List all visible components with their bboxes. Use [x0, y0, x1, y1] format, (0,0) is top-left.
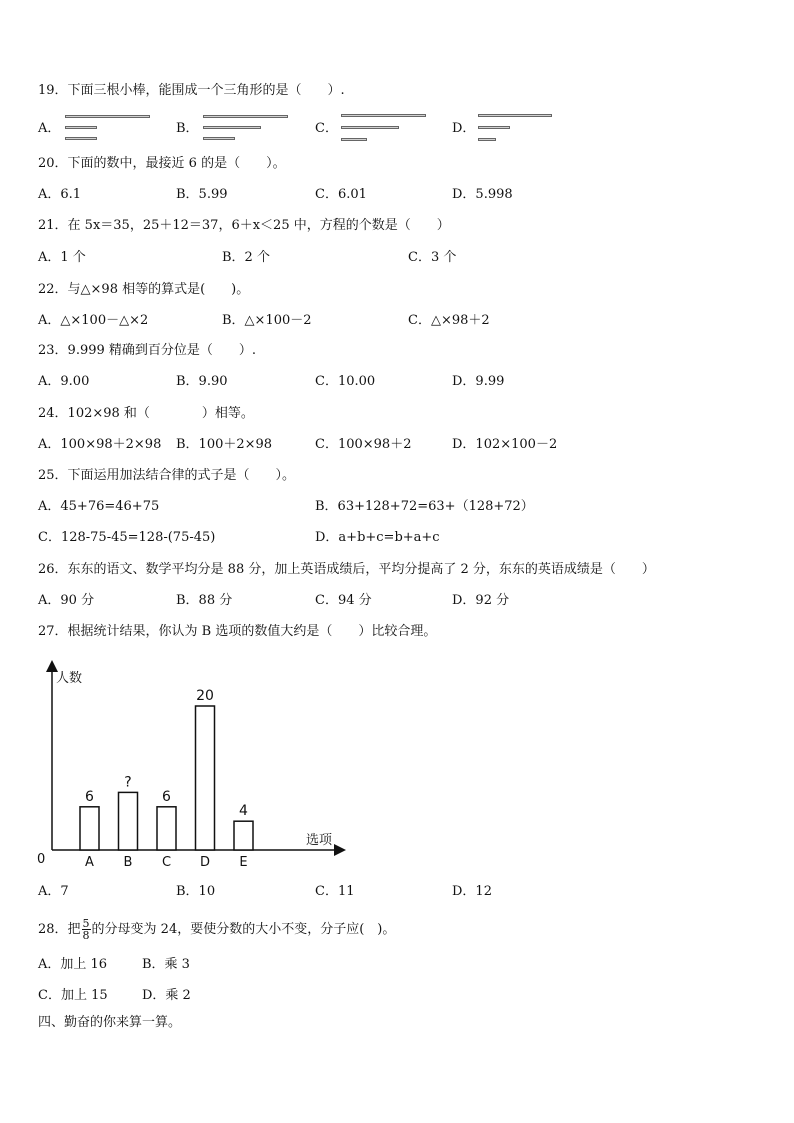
q25-option-b[interactable]: B．63+128+72=63+（128+72） [315, 499, 534, 514]
bar-value-label-c: 6 [162, 788, 171, 805]
q23-option-b[interactable]: B．9.90 [176, 374, 228, 389]
q28-fraction [82, 918, 91, 941]
q27-text: 27．根据统计结果，你认为 B 选项的数值大约是（ ）比较合理。 [38, 624, 437, 639]
q23-option-a[interactable]: A．9.00 [38, 374, 90, 389]
bar-value-label-e: 4 [239, 803, 248, 820]
q25-option-c[interactable]: C．128-75-45=128-(75-45) [38, 530, 216, 545]
q23-text: 23．9.999 精确到百分位是（ ）. [38, 343, 257, 358]
q25-option-a[interactable]: A．45+76=46+75 [38, 499, 160, 514]
q28-option-b[interactable]: B．乘 3 [142, 957, 190, 972]
stick-a-2 [65, 126, 97, 129]
q26-option-a[interactable]: A．90 分 [38, 593, 95, 608]
bar-c [157, 807, 176, 850]
q21-option-b[interactable]: B．2 个 [222, 250, 270, 265]
origin-label: 0 [37, 852, 46, 867]
y-axis-label: 人数 [56, 671, 83, 686]
stick-a-3 [65, 137, 97, 140]
q19-option-d[interactable]: D． [452, 121, 476, 136]
q22-text: 22．与△×98 相等的算式是( )。 [38, 282, 250, 297]
q24-option-b[interactable]: B．100＋2×98 [176, 437, 273, 452]
x-tick-label-b: B [123, 855, 133, 870]
q23-option-d[interactable]: D．9.99 [452, 374, 505, 389]
bars-group [80, 688, 253, 870]
q19-option-b[interactable]: B． [176, 121, 199, 136]
x-tick-label-a: A [85, 855, 94, 870]
stick-c-1 [341, 114, 426, 117]
q28-text-before: 28．把 [38, 922, 81, 937]
q20-text: 20．下面的数中，最接近 6 的是（ ）。 [38, 156, 286, 171]
stick-b-1 [203, 115, 288, 118]
bar-b [119, 792, 138, 850]
q26-option-d[interactable]: D．92 分 [452, 593, 510, 608]
bar-value-label-a: 6 [85, 788, 94, 805]
q26-option-b[interactable]: B．88 分 [176, 593, 233, 608]
q24-option-c[interactable]: C．100×98＋2 [315, 437, 412, 452]
q19-text: 19．下面三根小棒，能围成一个三角形的是（ ）. [38, 83, 345, 98]
q25-text: 25．下面运用加法结合律的式子是（ ）。 [38, 468, 296, 483]
q21-text: 21．在 5x＝35，25＋12＝37，6＋x＜25 中，方程的个数是（ ） [38, 218, 450, 233]
q20-option-d[interactable]: D．5.998 [452, 187, 513, 202]
x-tick-label-e: E [239, 855, 248, 870]
q20-option-c[interactable]: C．6.01 [315, 187, 367, 202]
q27-option-a[interactable]: A．7 [38, 884, 69, 899]
x-axis-label: 选项 [306, 833, 333, 848]
q27-option-c[interactable]: C．11 [315, 884, 355, 899]
bar-chart [34, 658, 354, 878]
q28-fraction-denominator: 8 [82, 929, 90, 942]
bar-value-label-b: ? [124, 774, 132, 791]
q19-option-c[interactable]: C． [315, 121, 338, 136]
q22-option-b[interactable]: B．△×100－2 [222, 313, 312, 328]
q20-option-a[interactable]: A．6.1 [38, 187, 82, 202]
q24-text: 24．102×98 和（ ）相等。 [38, 406, 254, 421]
stick-a-1 [65, 115, 150, 118]
q21-option-a[interactable]: A．1 个 [38, 250, 86, 265]
q28-option-a[interactable]: A．加上 16 [38, 957, 108, 972]
stick-d-1 [478, 114, 552, 117]
x-tick-label-c: C [161, 855, 172, 870]
bar-d [196, 706, 215, 850]
q28-option-d[interactable]: D．乘 2 [142, 988, 191, 1003]
q20-option-b[interactable]: B．5.99 [176, 187, 228, 202]
stick-b-3 [203, 137, 235, 140]
stick-d-2 [478, 126, 510, 129]
stick-b-2 [203, 126, 261, 129]
bar-e [234, 821, 253, 850]
q28-text [38, 918, 395, 941]
q21-option-c[interactable]: C．3 个 [408, 250, 457, 265]
q26-text: 26．东东的语文、数学平均分是 88 分，加上英语成绩后，平均分提高了 2 分，东东的英语成绩是（ ） [38, 562, 655, 577]
q28-text-after: 的分母变为 24，要使分数的大小不变，分子应( )。 [91, 922, 396, 937]
x-tick-label-d: D [199, 855, 211, 870]
bar-a [80, 807, 99, 850]
q27-option-d[interactable]: D．12 [452, 884, 492, 899]
q25-option-d[interactable]: D．a+b+c=b+a+c [315, 530, 440, 545]
q28-option-c[interactable]: C．加上 15 [38, 988, 108, 1003]
q24-option-a[interactable]: A．100×98＋2×98 [38, 437, 162, 452]
q22-option-c[interactable]: C．△×98＋2 [408, 313, 490, 328]
q19-option-a[interactable]: A． [38, 121, 61, 136]
q28-fraction-numerator: 5 [82, 917, 90, 930]
q27-option-b[interactable]: B．10 [176, 884, 216, 899]
section-four-heading: 四、勤奋的你来算一算。 [38, 1015, 182, 1030]
stick-c-3 [341, 138, 367, 141]
q24-option-d[interactable]: D．102×100－2 [452, 437, 558, 452]
bar-value-label-d: 20 [196, 688, 214, 704]
q26-option-c[interactable]: C．94 分 [315, 593, 372, 608]
stick-d-3 [478, 138, 496, 141]
stick-c-2 [341, 126, 399, 129]
q23-option-c[interactable]: C．10.00 [315, 374, 376, 389]
q22-option-a[interactable]: A．△×100－△×2 [38, 313, 149, 328]
